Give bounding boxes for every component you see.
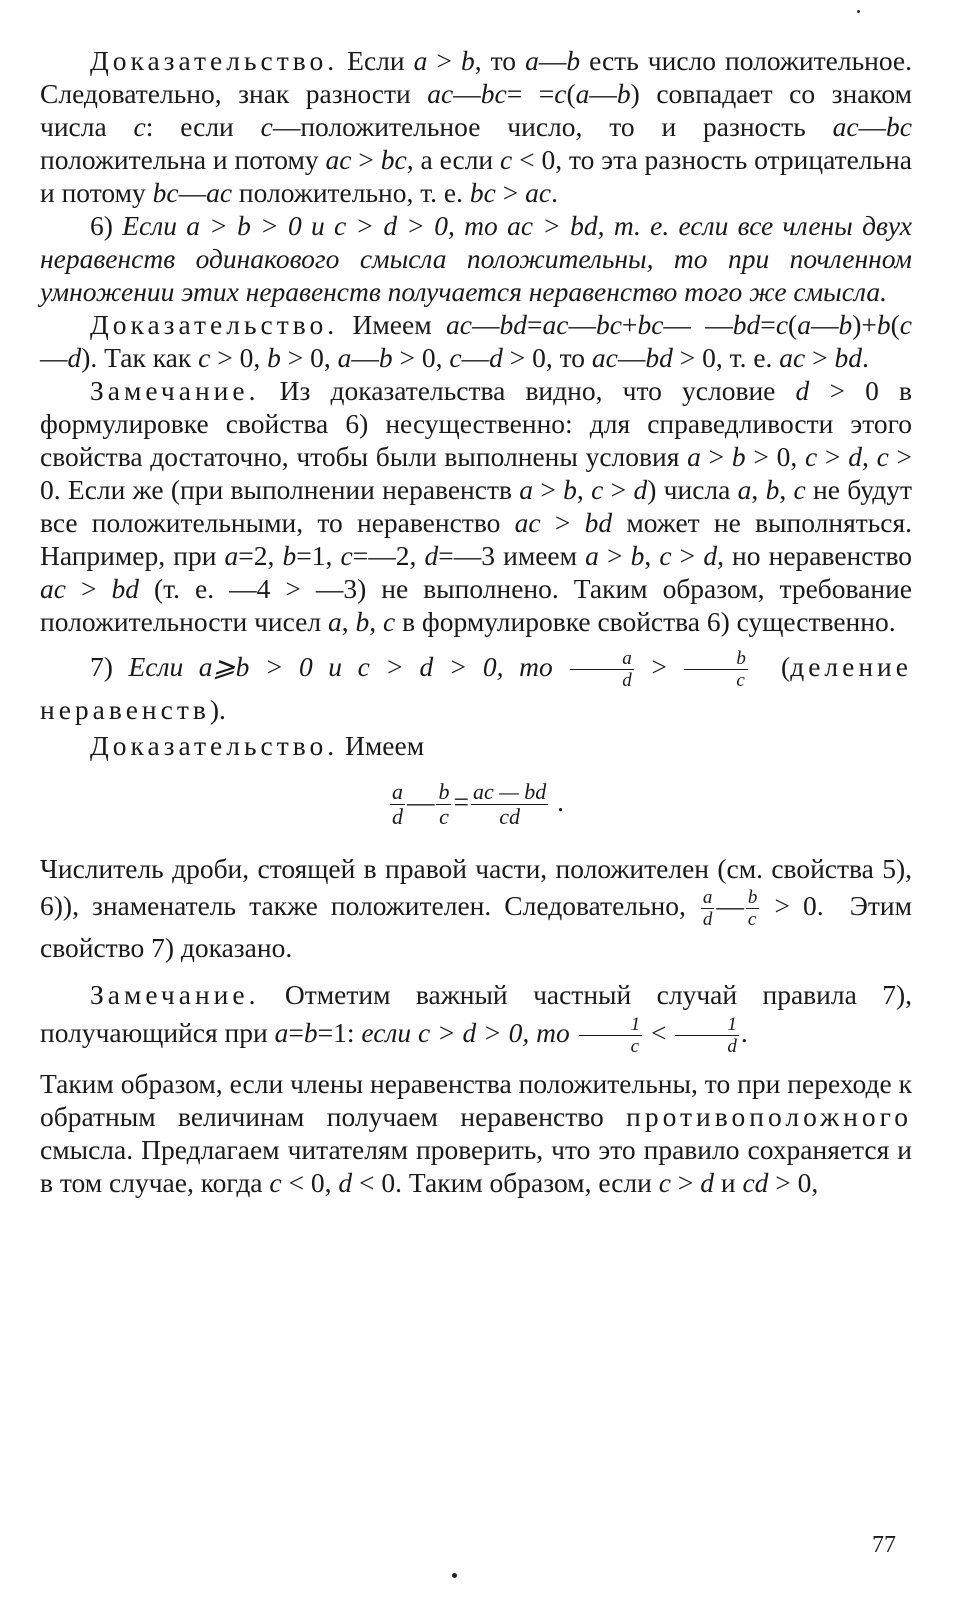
display-formula: $\frac{a}{d}$ — $\frac{b}{c}$ = $\frac{ac — bd}{cd}$ . <box>391 779 565 830</box>
paragraph-remark-6: Замечание. Из доказательства видно, что условие d > 0 в формулировке свойства 6) несущественно: для справедливости этого свойства достаточно, чтобы были выполнены условия a > b > 0, c > d, c > 0. Если же (при выполнении неравенств a > b, c > d) числа a, b, c не будут все положительными, то неравенство ac > bd может не выполняться. Например, при a=2, b=1, c=—2, d=—3 имеем a > b, c > d, но неравенство ac > bd (т. е. —4 > —3) не выполнено. Таким образом, требование положительности чисел a, b, c в формулировке свойства 6) существенно. <box>40 375 913 637</box>
page-number: 77 <box>872 1532 896 1558</box>
paragraph-numerator: Числитель дроби, стоящей в правой части, положителен (см. свойства 5), 6)), знаменатель также положителен. Следовательно, $\frac{a}{d}$ — $\frac{b}{c}$ > 0. Этим свойство 7) доказано. <box>40 853 912 964</box>
paragraph-property-7: 7) Если a⩾b > 0 и c > d > 0, то $\frac{a}{d}$ > $\frac{b}{c}$ (деление неравенств). <box>40 648 912 726</box>
fraction-a-over-d: $\frac{a}{d}$ <box>570 648 634 691</box>
paragraph-proof-7: Доказательство. Имеем <box>90 730 425 762</box>
paragraph-remark-7: Замечание. Отметим важный частный случай правила 7), получающийся при a=b=1: если c > d > 0, то $\frac{1}{c}$ < $\frac{1}{d}$ . <box>40 979 912 1058</box>
paragraph-conclusion: Таким образом, если члены неравенства положительны, то при переходе к обратным величинам получаем неравенство противоположного смысла. Предлагаем читателям проверить, что это правило сохраняется и в том случае, когда c < 0, d < 0. Таким образом, если c > d и cd > 0, <box>40 1068 912 1199</box>
speck-top <box>857 10 860 13</box>
fraction-b-over-c: $\frac{b}{c}$ <box>684 648 748 691</box>
speck-bottom <box>452 1573 457 1578</box>
page-body <box>40 44 912 1199</box>
paragraph-proof-5: Доказательство. Если a > b, то a—b есть число положительное. Следовательно, знак разности ac—bc= =c(a—b) совпадает со знаком числа c: если c—положительное число, то и разность ac—bc положительна и потому ac > bc, а если c < 0, то эта разность отрицательна и потому bc—ac положительно, т. е. bc > ac. <box>40 45 913 208</box>
paragraph-proof-6: Доказательство. Имеем ac—bd=ac—bc+bc— —bd=c(a—b)+b(c—d). Так как c > 0, b > 0, a—b > 0, c—d > 0, то ac—bd > 0, т. е. ac > bd. <box>40 309 913 373</box>
paragraph-property-6: 6) Если a > b > 0 и c > d > 0, то ac > bd, т. е. если все члены двух неравенств одинакового смысла положительны, то при почленном умножении этих неравенств получается неравенство того же смысла. <box>40 210 912 307</box>
